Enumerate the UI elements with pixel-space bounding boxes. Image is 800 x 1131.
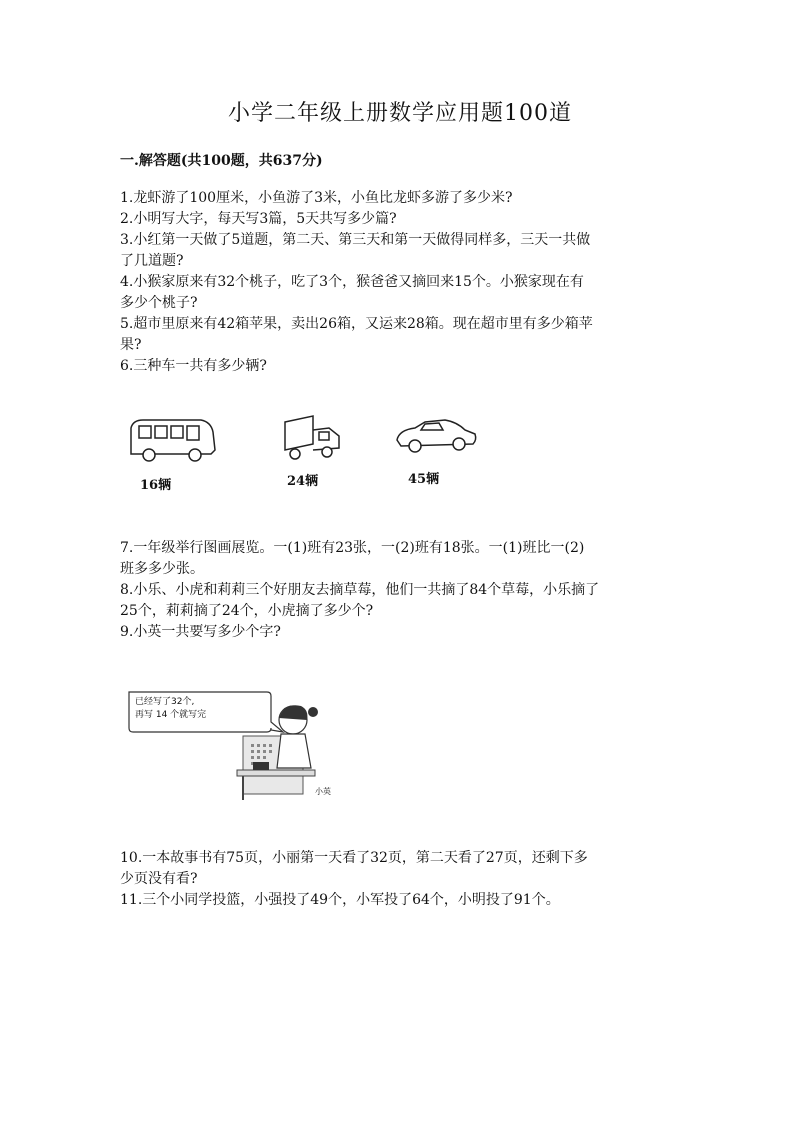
question-3-line-1: 3.小红第一天做了5道题，第二天、第三天和第一天做得同样多，三天一共做 bbox=[120, 232, 591, 248]
car-icon bbox=[397, 420, 476, 452]
speech-bubble-line-1: 已经写了32个, bbox=[135, 697, 195, 707]
question-2: 2.小明写大字，每天写3篇，5天共写多少篇? bbox=[120, 211, 397, 227]
question-4-line-1: 4.小猴家原来有32个桃子，吃了3个，猴爸爸又摘回来15个。小猴家现在有 bbox=[120, 274, 584, 290]
girl-writing-illustration bbox=[125, 688, 335, 808]
section-heading: 一.解答题(共100题，共637分) bbox=[120, 153, 323, 169]
question-9: 9.小英一共要写多少个字? bbox=[120, 624, 281, 640]
car-count-label: 45辆 bbox=[408, 472, 440, 487]
question-10-line-2: 少页没有看? bbox=[120, 871, 198, 887]
question-5-line-2: 果? bbox=[120, 337, 142, 353]
bus-count-label: 16辆 bbox=[140, 478, 172, 493]
question-8-line-1: 8.小乐、小虎和莉莉三个好朋友去摘草莓，他们一共摘了84个草莓，小乐摘了 bbox=[120, 582, 600, 598]
girl-name-label: 小英 bbox=[315, 787, 331, 796]
question-4-line-2: 多少个桃子? bbox=[120, 295, 198, 311]
question-7-line-1: 7.一年级举行图画展览。一(1)班有23张，一(2)班有18张。一(1)班比一(2) bbox=[120, 540, 585, 556]
vehicles-illustration bbox=[125, 410, 485, 470]
question-11: 11.三个小同学投篮，小强投了49个，小军投了64个，小明投了91个。 bbox=[120, 892, 560, 908]
bus-icon bbox=[131, 420, 215, 461]
question-8-line-2: 25个，莉莉摘了24个，小虎摘了多少个? bbox=[120, 603, 374, 619]
page-title: 小学二年级上册数学应用题100道 bbox=[228, 101, 572, 126]
truck-icon bbox=[285, 416, 339, 459]
question-7-line-2: 班多多少张。 bbox=[120, 561, 204, 577]
speech-bubble-line-2: 再写 14 个就写完 bbox=[135, 710, 207, 720]
question-6: 6.三种车一共有多少辆? bbox=[120, 358, 267, 374]
question-1: 1.龙虾游了100厘米，小鱼游了3米，小鱼比龙虾多游了多少米? bbox=[120, 190, 513, 206]
question-3-line-2: 了几道题? bbox=[120, 253, 184, 269]
truck-count-label: 24辆 bbox=[287, 474, 319, 489]
question-10-line-1: 10.一本故事书有75页，小丽第一天看了32页，第二天看了27页，还剩下多 bbox=[120, 850, 588, 866]
speech-bubble-text bbox=[135, 696, 206, 722]
question-5-line-1: 5.超市里原来有42箱苹果，卖出26箱，又运来28箱。现在超市里有多少箱苹 bbox=[120, 316, 593, 332]
